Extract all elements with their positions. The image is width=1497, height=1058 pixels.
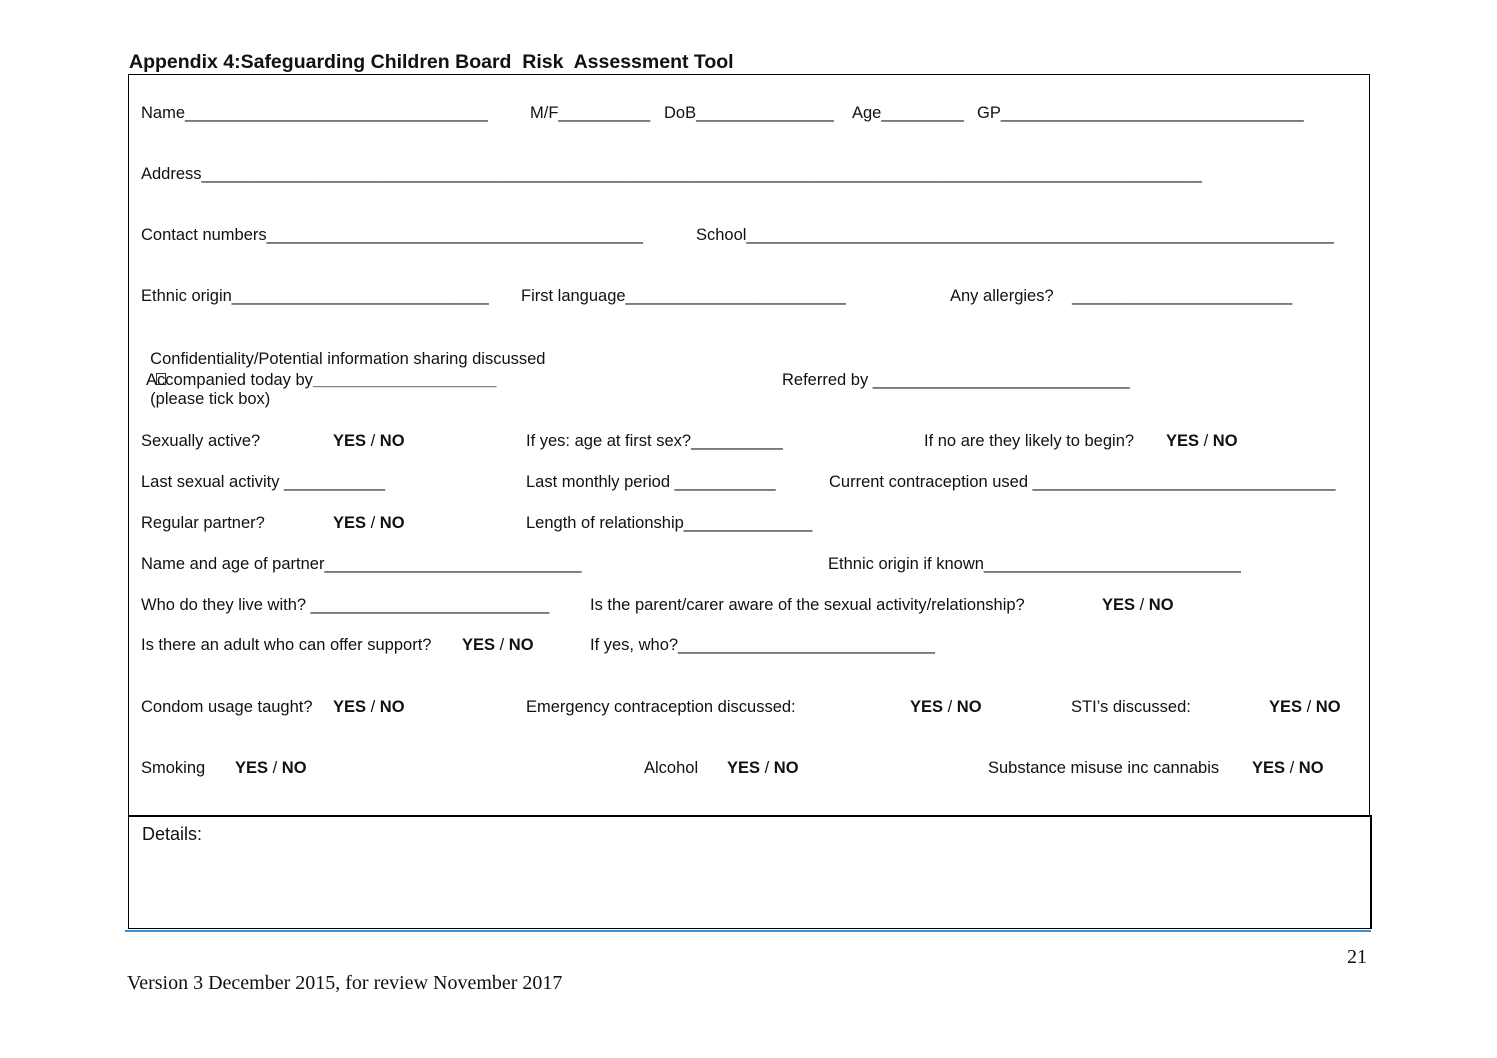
gp-field[interactable]: GP_________________________________ [977,104,1304,122]
if-yes-who-field[interactable]: If yes, who?____________________________ [590,636,935,654]
yes-option[interactable]: YES [333,698,367,716]
page-title: Appendix 4:Safeguarding Children Board Risk Assessment Tool [129,51,734,73]
page-number: 21 [1347,946,1367,968]
condom-usage-label: Condom usage taught? [141,698,313,716]
name-field[interactable]: Name_________________________________ [141,104,488,122]
yes-no-separator: / [495,636,509,654]
ethnic-origin-field[interactable]: Ethnic origin____________________________ [141,287,489,305]
sexually-active-label: Sexually active? [141,432,261,450]
yes-option[interactable]: YES [1269,698,1303,716]
referred-by-field[interactable]: Referred by ____________________________ [782,371,1130,389]
no-option[interactable]: NO [281,759,307,777]
yes-no-separator: / [366,698,380,716]
no-option[interactable]: NO [508,636,534,654]
adult-support-label: Is there an adult who can offer support? [141,636,432,654]
partner-name-age-field[interactable]: Name and age of partner____________________________ [141,555,582,573]
yes-no-separator: / [268,759,282,777]
no-option[interactable]: NO [379,698,405,716]
adult-support-yes-no[interactable] [462,635,534,655]
allergies-field[interactable]: Any allergies? ________________________ [950,287,1293,305]
dob-field[interactable]: DoB_______________ [664,104,834,122]
length-of-relationship-field[interactable]: Length of relationship______________ [526,514,813,532]
yes-no-separator: / [943,698,957,716]
parent-aware-label: Is the parent/carer aware of the sexual activity/relationship? [590,596,1025,614]
yes-option[interactable]: YES [1252,759,1286,777]
yes-no-separator: / [760,759,774,777]
no-option[interactable]: NO [379,514,405,532]
no-option[interactable]: NO [773,759,799,777]
likely-begin-label: If no are they likely to begin? [924,432,1135,450]
details-box[interactable] [128,815,1372,929]
yes-option[interactable]: YES [910,698,944,716]
substance-misuse-label: Substance misuse inc cannabis [988,759,1220,777]
alcohol-label: Alcohol [644,759,699,777]
details-label: Details: [142,824,203,844]
age-field[interactable]: Age_________ [852,104,964,122]
yes-no-separator: / [1135,596,1149,614]
last-monthly-period-field[interactable]: Last monthly period ___________ [526,473,776,491]
confidentiality-label: Confidentiality/Potential information sharing discussed [150,350,546,368]
no-option[interactable]: NO [379,432,405,450]
address-field[interactable]: Address_____________________________________________________________________________________________________________ [141,165,1202,183]
sti-discussed-yes-no[interactable] [1269,697,1341,717]
sexually-active-yes-no[interactable] [333,431,405,451]
yes-option[interactable]: YES [333,514,367,532]
parent-aware-yes-no[interactable] [1102,595,1174,615]
no-option[interactable]: NO [1148,596,1174,614]
smoking-label: Smoking [141,759,206,777]
last-sexual-activity-field[interactable]: Last sexual activity ___________ [141,473,386,491]
mf-field[interactable]: M/F__________ [530,104,651,122]
no-option[interactable]: NO [1315,698,1341,716]
regular-partner-label: Regular partner? [141,514,265,532]
live-with-field[interactable]: Who do they live with? __________________________ [141,596,550,614]
partner-ethnic-origin-field[interactable]: Ethnic origin if known____________________________ [828,555,1241,573]
no-option[interactable]: NO [1298,759,1324,777]
accompanied-label: Accompanied today by [146,371,313,389]
condom-usage-yes-no[interactable] [333,697,405,717]
regular-partner-yes-no[interactable] [333,513,405,533]
age-first-sex-field[interactable]: If yes: age at first sex?__________ [526,432,783,450]
confidentiality-row [141,329,545,409]
alcohol-yes-no[interactable] [727,758,799,778]
smoking-yes-no[interactable] [235,758,307,778]
confidentiality-hint: (please tick box) [150,390,271,408]
likely-begin-yes-no[interactable] [1166,431,1238,451]
yes-no-separator: / [366,432,380,450]
sti-discussed-label: STI’s discussed: [1071,698,1191,716]
version-footer: Version 3 December 2015, for review November 2017 [127,972,563,994]
no-option[interactable]: NO [1212,432,1238,450]
accompanied-blank[interactable]: ____________________ [312,371,497,389]
yes-option[interactable]: YES [235,759,269,777]
yes-no-separator: / [366,514,380,532]
no-option[interactable]: NO [956,698,982,716]
yes-option[interactable]: YES [1102,596,1136,614]
emergency-contraception-yes-no[interactable] [910,697,982,717]
yes-no-separator: / [1302,698,1316,716]
footer-divider [125,930,1371,932]
yes-no-separator: / [1285,759,1299,777]
substance-misuse-yes-no[interactable] [1252,758,1324,778]
school-field[interactable]: School________________________________________________________________ [696,226,1334,244]
yes-no-separator: / [1199,432,1213,450]
yes-option[interactable]: YES [1166,432,1200,450]
accompanied-row[interactable] [146,370,496,390]
current-contraception-field[interactable]: Current contraception used _________________________________ [829,473,1336,491]
emergency-contraception-label: Emergency contraception discussed: [526,698,796,716]
first-language-field[interactable]: First language________________________ [521,287,846,305]
yes-option[interactable]: YES [727,759,761,777]
yes-option[interactable]: YES [462,636,496,654]
contact-numbers-field[interactable]: Contact numbers_________________________________________ [141,226,643,244]
yes-option[interactable]: YES [333,432,367,450]
